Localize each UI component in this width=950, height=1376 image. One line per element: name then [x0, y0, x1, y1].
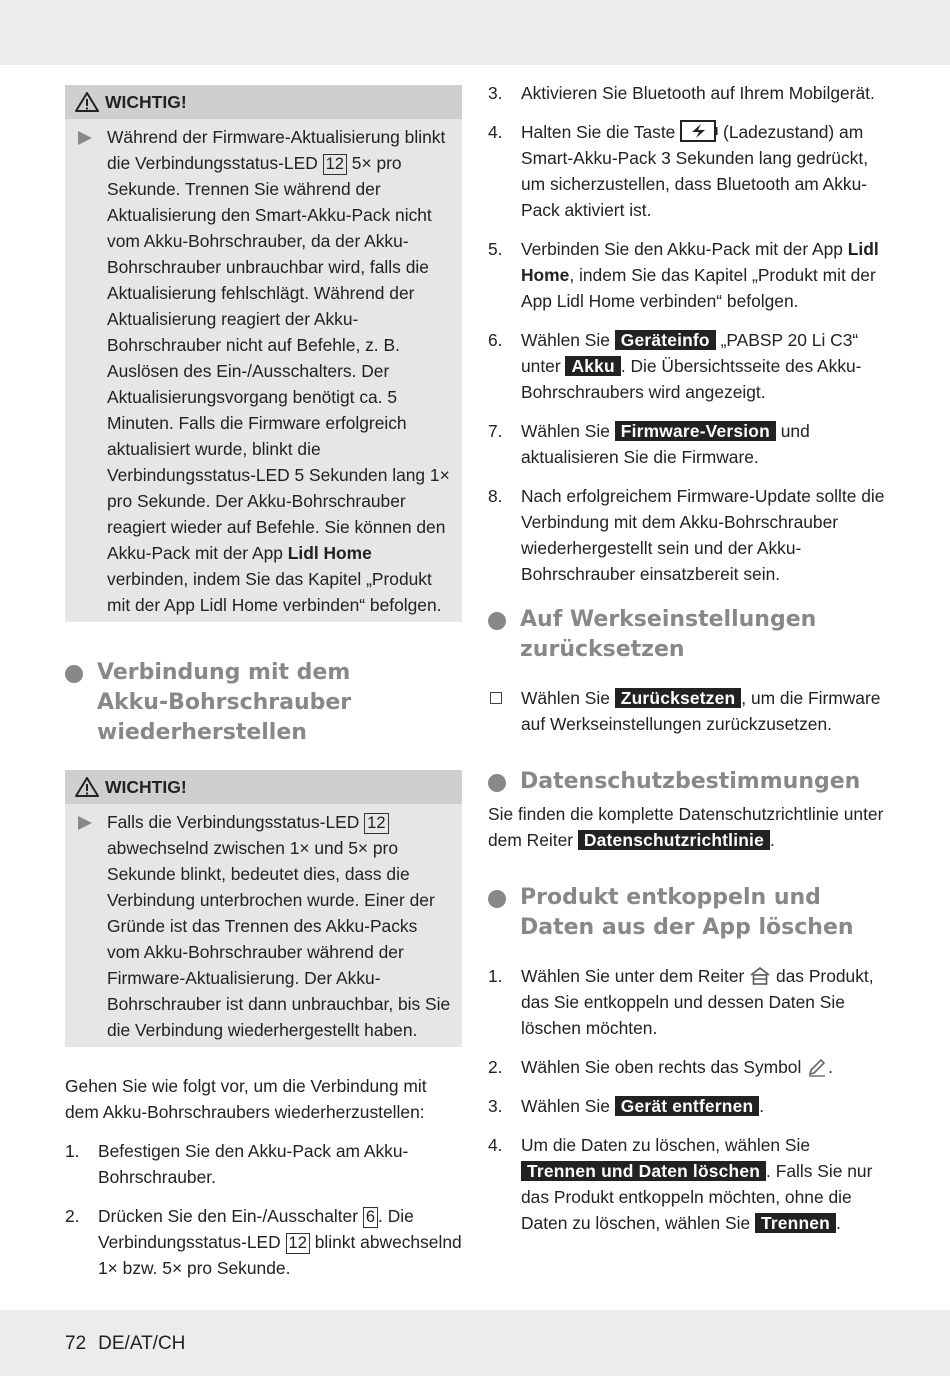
section-heading-reconnect — [65, 658, 462, 748]
text-part: Wählen Sie unter dem Reiter — [521, 966, 750, 986]
warning-title: WICHTIG! — [105, 777, 187, 797]
warning-text-part: Falls die Verbindungsstatus-LED — [107, 812, 365, 832]
text-part: . — [836, 1213, 841, 1233]
play-bullet-icon — [77, 815, 93, 831]
step-number: 3. — [488, 83, 503, 103]
warning-text-part: 5× pro Sekunde. Trennen Sie während der Aktualisierung den Smart-Akku-Pack nicht vom Akku-Bohrschrauber, da der Akku-Bohrschrauber unbrauchbar wird, falls die Aktualisierung fehlschlägt. Während der Aktualisierung reagiert der Akku-Bohrschrauber nicht auf Befehle, z. B. Auslösen des Ein-/Ausschalters. Der Aktualisierungsvorgang benötigt ca. 5 Minuten. Falls die Firmware erfolgreich aktualisiert wurde, blinkt die Verbindungsstatus-LED 5 Sekunden lang 1× pro Sekunde. Der Akku-Bohrschrauber reagiert wieder auf Befehle. Sie können den Akku-Pack mit der App — [107, 153, 450, 563]
text-part: . Die Übersichtsseite des Akku-Bohrschraubers wird angezeigt. — [521, 356, 862, 402]
text-part: Um die Daten zu löschen, wählen Sie — [521, 1135, 811, 1155]
step-number: 4. — [488, 122, 503, 142]
list-item — [488, 418, 888, 470]
step-text — [521, 1093, 888, 1119]
warning-title: WICHTIG! — [105, 92, 187, 112]
bullet-dot-icon — [488, 890, 506, 908]
text-part: Wählen Sie — [521, 1096, 615, 1116]
play-bullet-icon — [77, 130, 93, 146]
text-part: , indem Sie das Kapitel „Produkt mit der App Lidl Home verbinden“ befolgen. — [521, 265, 876, 311]
list-item — [65, 1203, 462, 1281]
warning-text-part: Während der Firmware-Aktualisierung blinkt die Verbindungsstatus-LED — [107, 127, 446, 173]
ui-label-trennen: Trennen — [755, 1213, 836, 1233]
page-top-band — [0, 0, 950, 65]
text-part: . — [828, 1057, 834, 1077]
reset-text — [521, 685, 888, 737]
intro-paragraph: Gehen Sie wie folgt vor, um die Verbindung mit dem Akku-Bohrschraubers wiederherzustellen: — [65, 1076, 427, 1122]
text-part: (Ladezustand) am Smart-Akku-Pack 3 Sekunden lang gedrückt, um sicherzustellen, dass Bluetooth am Akku-Pack aktiviert ist. — [521, 122, 869, 220]
ui-label-trennen-und-daten-loeschen: Trennen und Daten löschen — [521, 1161, 766, 1181]
home-icon — [749, 965, 771, 987]
text-part: . Falls Sie nur das Produkt entkoppeln möchten, ohne die Daten zu löschen, wählen Sie — [521, 1161, 873, 1233]
step-number: 1. — [488, 966, 503, 986]
unpair-steps-list — [488, 963, 888, 1236]
text-part: Sie finden die komplette Datenschutzrichtlinie unter dem Reiter — [488, 804, 884, 850]
pencil-edit-icon — [806, 1056, 828, 1078]
text-part: das Produkt, das Sie entkoppeln und dessen Daten Sie löschen möchten. — [521, 966, 874, 1038]
heading-line: Auf Werkseinstellungen — [520, 607, 817, 632]
text-part: Halten Sie die Taste — [521, 122, 681, 142]
bullet-dot-icon — [65, 665, 83, 683]
warning-text — [65, 804, 462, 1047]
step-number: 4. — [488, 1135, 503, 1155]
heading-line: Akku-Bohrschrauber — [97, 690, 352, 715]
text-part: . Die Verbindungsstatus-LED — [98, 1206, 414, 1252]
text-part: Wählen Sie oben rechts das Symbol — [521, 1057, 807, 1077]
region-codes: DE/AT/CH — [98, 1333, 186, 1354]
page-footer — [65, 1332, 197, 1356]
bullet-dot-icon — [488, 774, 506, 792]
step-text: Befestigen Sie den Akku-Pack am Akku-Bohrschrauber. — [98, 1141, 409, 1187]
text-part: Drücken Sie den Ein-/Ausschalter — [98, 1206, 363, 1226]
text-part: Wählen Sie — [521, 688, 615, 708]
text-part: blinkt abwechselnd 1× bzw. 5× pro Sekunde. — [98, 1232, 462, 1278]
list-item — [488, 80, 888, 106]
ui-label-geraet-entfernen: Gerät entfernen — [615, 1096, 760, 1116]
led-reference-box: 12 — [364, 813, 388, 834]
checkbox-bullet — [488, 685, 521, 737]
switch-reference-box: 6 — [363, 1207, 378, 1228]
app-name-bold: Lidl Home — [521, 239, 879, 285]
page-number: 72 — [65, 1333, 87, 1354]
warning-text-part: verbinden, indem Sie das Kapitel „Produkt mit der App Lidl Home verbinden“ befolgen. — [107, 569, 442, 615]
section-heading-unpair — [488, 883, 888, 943]
left-column — [65, 85, 462, 1294]
text-part: Wählen Sie — [521, 421, 615, 441]
list-item — [488, 1132, 888, 1236]
ui-label-akku: Akku — [565, 356, 620, 376]
list-item — [488, 119, 888, 223]
text-part: Verbinden Sie den Akku-Pack mit der App — [521, 239, 848, 259]
list-item — [488, 327, 888, 405]
heading-line: Produkt entkoppeln und — [520, 885, 821, 910]
square-bullet-icon — [490, 692, 502, 704]
heading-line: Daten aus der App löschen — [520, 915, 854, 940]
heading-line: wiederherstellen — [97, 720, 307, 745]
ui-label-geraeteinfo: Geräteinfo — [615, 330, 716, 350]
list-item — [488, 1093, 888, 1119]
ui-label-zuruecksetzen: Zurücksetzen — [615, 688, 742, 708]
step-number: 1. — [65, 1141, 80, 1161]
right-column — [488, 80, 888, 1249]
text-part: Wählen Sie — [521, 330, 615, 350]
list-item — [488, 483, 888, 587]
text-part: . — [759, 1096, 765, 1116]
list-item — [65, 1138, 462, 1190]
text-part: . — [769, 830, 775, 850]
step-text: Aktivieren Sie Bluetooth auf Ihrem Mobilgerät. — [521, 83, 875, 103]
warning-header — [65, 770, 462, 804]
step-number: 7. — [488, 421, 503, 441]
ui-label-datenschutzrichtlinie: Datenschutzrichtlinie — [578, 830, 770, 850]
section-heading-factory-reset — [488, 605, 888, 665]
step-number: 2. — [488, 1057, 503, 1077]
step-text — [521, 1054, 888, 1080]
step-number: 5. — [488, 239, 503, 259]
step-text: Nach erfolgreichem Firmware-Update sollte die Verbindung mit dem Akku-Bohrschrauber wiederhergestellt sein und der Akku-Bohrschrauber einsatzbereit sein. — [521, 486, 885, 584]
heading-line: Datenschutzbestimmungen — [520, 769, 861, 794]
step-text — [521, 119, 888, 223]
warning-text-part: abwechselnd zwischen 1× und 5× pro Sekunde blinkt, bedeutet dies, dass die Verbindung unterbrochen wurde. Einer der Gründe ist das Trennen des Akku-Packs vom Akku-Bohrschrauber während der Firmware-Aktualisierung. Der Akku-Bohrschrauber ist dann unbrauchbar, bis Sie die Verbindung wiederhergestellt haben. — [107, 838, 451, 1040]
warning-triangle-icon — [75, 92, 99, 112]
step-number: 6. — [488, 330, 503, 350]
battery-charge-button-icon — [680, 119, 718, 143]
warning-header — [65, 85, 462, 119]
warning-text — [65, 119, 462, 622]
warning-box-firmware — [65, 85, 462, 622]
led-reference-box: 12 — [286, 1233, 310, 1254]
list-item — [488, 236, 888, 314]
steps-list-right — [488, 80, 888, 587]
step-number: 3. — [488, 1096, 503, 1116]
step-text — [521, 327, 888, 405]
heading-line: Verbindung mit dem — [97, 660, 351, 685]
step-text — [521, 963, 888, 1041]
led-reference-box: 12 — [323, 154, 347, 175]
list-item — [488, 1054, 888, 1080]
step-text — [521, 418, 888, 470]
text-part: „PABSP 20 Li C3“ unter — [521, 330, 859, 376]
step-text — [521, 236, 888, 314]
app-name-bold: Lidl Home — [287, 543, 372, 563]
heading-line: zurücksetzen — [520, 637, 685, 662]
steps-list-left — [65, 1138, 462, 1281]
section-heading-privacy — [488, 767, 888, 797]
step-number: 8. — [488, 486, 503, 506]
step-number: 2. — [65, 1206, 80, 1226]
text-part: , um die Firmware auf Werkseinstellungen zurückzusetzen. — [521, 688, 881, 734]
warning-box-connection — [65, 770, 462, 1047]
reset-item — [488, 685, 888, 737]
step-text — [521, 1132, 888, 1236]
privacy-paragraph — [488, 801, 888, 853]
text-part: und aktualisieren Sie die Firmware. — [521, 421, 810, 467]
bullet-dot-icon — [488, 612, 506, 630]
list-item — [488, 963, 888, 1041]
ui-label-firmware-version: Firmware-Version — [615, 421, 776, 441]
warning-triangle-icon — [75, 777, 99, 797]
step-text — [98, 1203, 462, 1281]
